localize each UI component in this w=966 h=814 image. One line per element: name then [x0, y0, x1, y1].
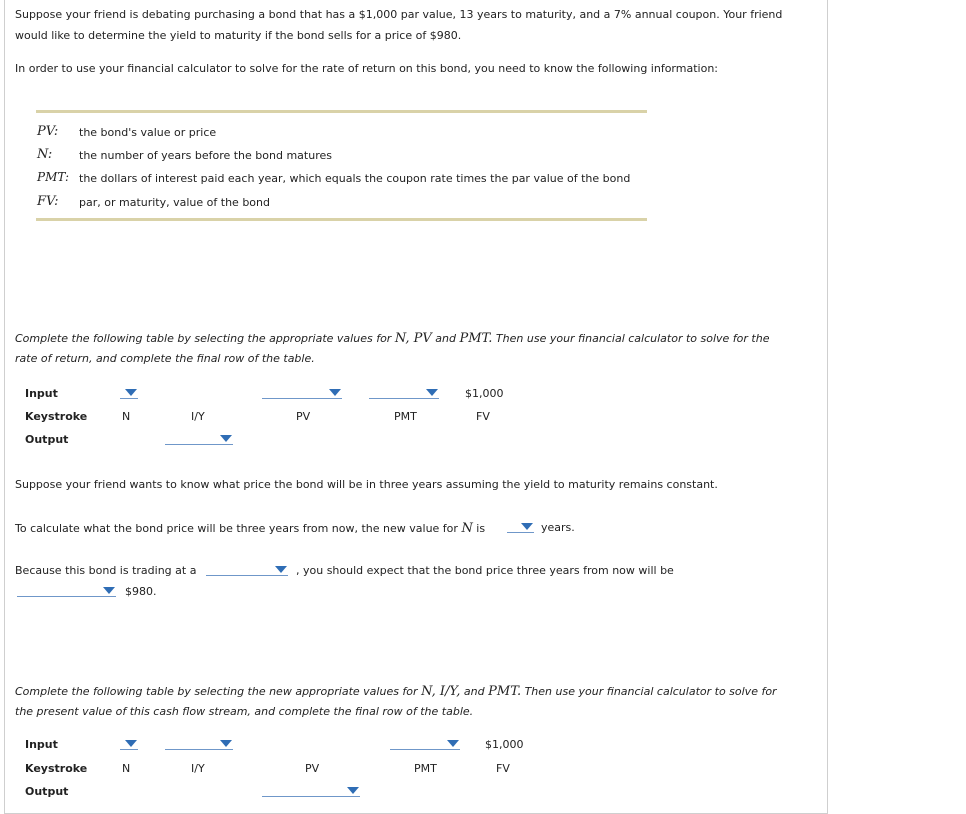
chevron-down-icon	[447, 740, 459, 747]
scenario-text: Suppose your friend wants to know what price the bond will be in three years assuming the yield to maturity remains constant.	[15, 478, 718, 491]
new-n-dropdown[interactable]	[507, 522, 534, 533]
chevron-down-icon	[347, 787, 359, 794]
trading-sentence-end: , you should expect that the bond price three years from now will be	[296, 564, 674, 577]
chevron-down-icon	[103, 587, 115, 594]
table1-output-label: Output	[25, 433, 69, 446]
table1-key-iy: I/Y	[191, 410, 205, 423]
table2-input-label: Input	[25, 738, 58, 751]
table2-fv-input-value: $1,000	[485, 738, 524, 751]
table1-key-n: N	[122, 410, 131, 423]
table1-instructions-line-2: rate of return, and complete the final row of the table.	[15, 352, 315, 365]
table2-pv-output-dropdown[interactable]	[262, 786, 360, 797]
table1-key-pv: PV	[296, 410, 311, 423]
chevron-down-icon	[220, 740, 232, 747]
reference-price: $980.	[125, 585, 157, 598]
table2-key-fv: FV	[496, 762, 510, 775]
term-fv: FV:	[37, 194, 59, 209]
term-pv: PV:	[37, 124, 59, 139]
term-pmt: PMT:	[37, 170, 69, 184]
table1-key-fv: FV	[476, 410, 490, 423]
table2-key-n: N	[122, 762, 131, 775]
table2-instructions-line-1: Complete the following table by selecting the new appropriate values for N, I/Y, and PMT. Then use your financial calculator to solve for	[15, 684, 777, 699]
definitions-bottom-rule	[36, 218, 647, 221]
table1-instructions-line-1: Complete the following table by selecting the appropriate values for N, PV and PMT. Then use your financial calculator to solve for the	[15, 331, 770, 346]
chevron-down-icon	[426, 389, 438, 396]
new-n-sentence: To calculate what the bond price will be three years from now, the new value for N is	[15, 521, 486, 536]
table1-input-label: Input	[25, 387, 58, 400]
intro-line-2: would like to determine the yield to maturity if the bond sells for a price of $980.	[15, 29, 462, 42]
definition-pv: the bond's value or price	[79, 126, 217, 139]
table2-output-label: Output	[25, 785, 69, 798]
chevron-down-icon	[125, 389, 137, 396]
table2-key-pv: PV	[305, 762, 320, 775]
term-n: N:	[37, 147, 53, 162]
intro-line-1: Suppose your friend is debating purchasing a bond that has a $1,000 par value, 13 years to maturity, and a 7% annual coupon. Your friend	[15, 8, 783, 21]
chevron-down-icon	[329, 389, 341, 396]
table2-n-dropdown[interactable]	[120, 739, 138, 750]
intro-line-3: In order to use your financial calculator to solve for the rate of return on this bond, you need to know the following information:	[15, 62, 718, 75]
new-n-years-label: years.	[541, 521, 575, 534]
definitions-top-rule	[36, 110, 647, 113]
table2-instructions-line-2: the present value of this cash flow stream, and complete the final row of the table.	[15, 705, 474, 718]
table1-pmt-dropdown[interactable]	[369, 388, 439, 399]
chevron-down-icon	[521, 523, 533, 530]
definition-pmt: the dollars of interest paid each year, which equals the coupon rate times the par value of the bond	[79, 172, 631, 185]
definition-n: the number of years before the bond matures	[79, 149, 332, 162]
table2-iy-dropdown[interactable]	[165, 739, 233, 750]
table2-key-pmt: PMT	[414, 762, 437, 775]
chevron-down-icon	[275, 566, 287, 573]
chevron-down-icon	[220, 435, 232, 442]
trading-sentence-start: Because this bond is trading at a	[15, 564, 197, 577]
table2-pmt-dropdown[interactable]	[390, 739, 460, 750]
definition-fv: par, or maturity, value of the bond	[79, 196, 270, 209]
table1-fv-input-value: $1,000	[465, 387, 504, 400]
table1-pv-dropdown[interactable]	[262, 388, 342, 399]
table2-keystroke-label: Keystroke	[25, 762, 88, 775]
table1-n-dropdown[interactable]	[120, 388, 138, 399]
table1-key-pmt: PMT	[394, 410, 417, 423]
table1-keystroke-label: Keystroke	[25, 410, 88, 423]
chevron-down-icon	[125, 740, 137, 747]
trading-premium-discount-dropdown[interactable]	[206, 565, 288, 576]
price-comparison-dropdown[interactable]	[17, 586, 116, 597]
table2-key-iy: I/Y	[191, 762, 205, 775]
table1-iy-output-dropdown[interactable]	[165, 434, 233, 445]
